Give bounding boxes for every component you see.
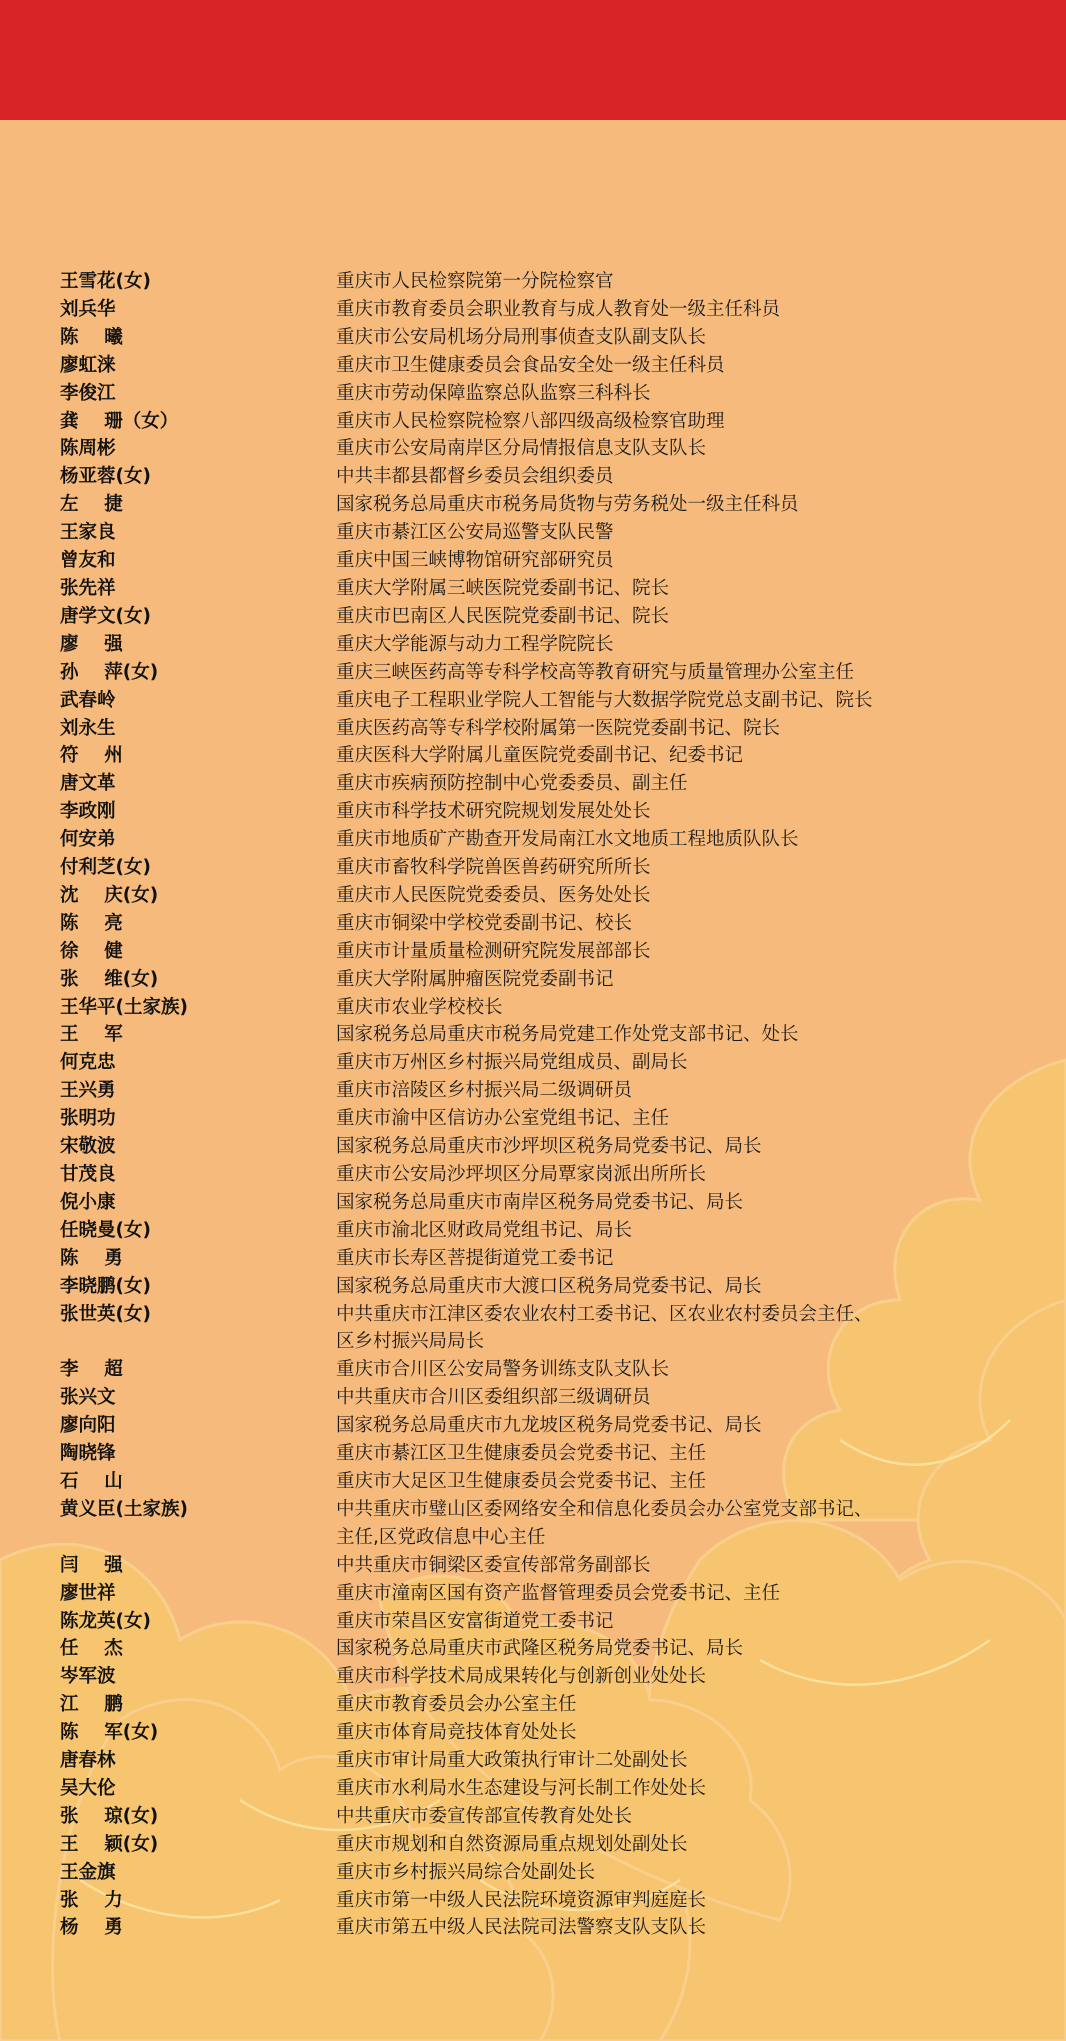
title-line: 重庆市公安局南岸区分局情报信息支队支队长 (336, 438, 707, 460)
person-title (336, 491, 1020, 519)
person-name: 陈周彬 (60, 438, 116, 460)
list-item (60, 1049, 1020, 1077)
title-line: 重庆市荣昌区安富街道党工委书记 (336, 1610, 614, 1632)
title-line: 重庆市第五中级人民法院司法警察支队支队长 (336, 1917, 707, 1939)
list-item (60, 1133, 1020, 1161)
person-title (336, 1161, 1020, 1189)
list-item (60, 1719, 1020, 1747)
person-name: 陈 勇 (60, 1247, 123, 1269)
title-line: 重庆市长寿区菩提街道党工委书记 (336, 1247, 614, 1269)
title-line: 国家税务总局重庆市沙坪坝区税务局党委书记、局长 (336, 1136, 762, 1158)
list-item (60, 1356, 1020, 1384)
title-line: 重庆医药高等专科学校附属第一医院党委副书记、院长 (336, 717, 781, 739)
person-name: 江 鹏 (60, 1694, 123, 1716)
title-line: 重庆市教育委员会办公室主任 (336, 1694, 577, 1716)
list-item (60, 1887, 1020, 1915)
person-name: 左 捷 (60, 494, 123, 516)
person-title (336, 1440, 1020, 1468)
list-item (60, 519, 1020, 547)
person-title (336, 463, 1020, 491)
title-line: 国家税务总局重庆市武隆区税务局党委书记、局长 (336, 1638, 744, 1660)
list-item (60, 575, 1020, 603)
person-name: 王兴勇 (60, 1080, 116, 1102)
title-line: 重庆市涪陵区乡村振兴局二级调研员 (336, 1080, 633, 1102)
person-title (336, 603, 1020, 631)
title-line: 重庆市公安局机场分局刑事侦查支队副支队长 (336, 326, 707, 348)
person-title (336, 882, 1020, 910)
title-line: 重庆三峡医药高等专科学校高等教育研究与质量管理办公室主任 (336, 661, 855, 683)
person-name: 廖世祥 (60, 1582, 116, 1604)
title-line: 重庆大学附属肿瘤医院党委副书记 (336, 968, 614, 990)
title-line: 中共丰都县都督乡委员会组织委员 (336, 466, 614, 488)
person-title (336, 1859, 1020, 1887)
list-item (60, 1217, 1020, 1245)
person-title (336, 1831, 1020, 1859)
person-name: 石 山 (60, 1470, 123, 1492)
person-name: 吴大伦 (60, 1777, 116, 1799)
person-name: 王雪花(女) (60, 271, 151, 292)
person-name: 何安弟 (60, 829, 116, 851)
list-item (60, 1747, 1020, 1775)
title-line: 重庆市规划和自然资源局重点规划处副处长 (336, 1833, 688, 1855)
title-line: 重庆市审计局重大政策执行审计二处副处长 (336, 1750, 688, 1772)
list-item (60, 296, 1020, 324)
person-title (336, 1301, 1020, 1357)
person-name: 曾友和 (60, 550, 116, 572)
person-title (336, 1105, 1020, 1133)
person-title (336, 1914, 1020, 1942)
list-item (60, 1021, 1020, 1049)
list-item (60, 324, 1020, 352)
list-item (60, 1608, 1020, 1636)
person-name: 孙 萍(女) (60, 661, 159, 683)
list-item (60, 687, 1020, 715)
title-line: 重庆市渝北区财政局党组书记、局长 (336, 1219, 633, 1241)
person-name: 张先祥 (60, 577, 116, 599)
person-title (336, 1049, 1020, 1077)
list-item (60, 603, 1020, 631)
person-title (336, 1635, 1020, 1663)
title-line: 国家税务总局重庆市大渡口区税务局党委书记、局长 (336, 1275, 762, 1297)
person-title (336, 1384, 1020, 1412)
person-name: 宋敬波 (60, 1136, 116, 1158)
person-name: 甘茂良 (60, 1164, 116, 1185)
honoree-list (60, 268, 1020, 1942)
title-line: 重庆市第一中级人民法院环境资源审判庭庭长 (336, 1889, 707, 1911)
person-title (336, 1273, 1020, 1301)
list-item (60, 268, 1020, 296)
person-title (336, 826, 1020, 854)
list-item (60, 1105, 1020, 1133)
title-line: 重庆大学能源与动力工程学院院长 (336, 633, 614, 655)
person-name: 陈龙英(女) (60, 1610, 151, 1632)
person-title (336, 1775, 1020, 1803)
list-item (60, 1161, 1020, 1189)
list-item (60, 826, 1020, 854)
person-title (336, 1719, 1020, 1747)
person-title (336, 966, 1020, 994)
person-name: 沈 庆(女) (60, 884, 159, 906)
person-title (336, 547, 1020, 575)
list-item (60, 1496, 1020, 1552)
person-name: 张 琼(女) (60, 1805, 159, 1827)
person-title (336, 1608, 1020, 1636)
person-title (336, 854, 1020, 882)
person-title (336, 1747, 1020, 1775)
title-line: 重庆市科学技术研究院规划发展处处长 (336, 801, 651, 823)
title-line: 重庆市潼南区国有资产监督管理委员会党委书记、主任 (336, 1582, 781, 1604)
person-name: 武春岭 (60, 689, 116, 711)
person-title (336, 1803, 1020, 1831)
list-item (60, 659, 1020, 687)
title-line: 重庆市綦江区卫生健康委员会党委书记、主任 (336, 1443, 707, 1465)
person-title (336, 798, 1020, 826)
list-item (60, 1803, 1020, 1831)
list-item (60, 882, 1020, 910)
person-title (336, 938, 1020, 966)
person-name: 陈 军(女) (60, 1722, 159, 1744)
title-line: 国家税务总局重庆市南岸区税务局党委书记、局长 (336, 1191, 744, 1213)
list-item (60, 435, 1020, 463)
person-title (336, 687, 1020, 715)
title-line: 重庆中国三峡博物馆研究部研究员 (336, 550, 614, 572)
title-line: 区乡村振兴局局长 (336, 1331, 485, 1353)
list-item (60, 1245, 1020, 1273)
person-name: 张明功 (60, 1108, 116, 1130)
person-name: 王华平(土家族) (60, 996, 188, 1018)
title-line: 重庆市卫生健康委员会食品安全处一级主任科员 (336, 354, 725, 376)
person-title (336, 1412, 1020, 1440)
person-name: 张 力 (60, 1889, 123, 1911)
list-item (60, 1663, 1020, 1691)
list-item (60, 938, 1020, 966)
person-name: 任 杰 (60, 1638, 123, 1660)
list-item (60, 1691, 1020, 1719)
title-line: 重庆市大足区卫生健康委员会党委书记、主任 (336, 1470, 707, 1492)
list-item (60, 463, 1020, 491)
person-name: 唐学文(女) (60, 605, 151, 627)
person-title (336, 1468, 1020, 1496)
list-item (60, 770, 1020, 798)
person-title (336, 631, 1020, 659)
title-line: 重庆市铜梁中学校党委副书记、校长 (336, 912, 633, 934)
title-line: 重庆市劳动保障监察总队监察三科科长 (336, 382, 651, 404)
list-item (60, 1580, 1020, 1608)
list-item (60, 547, 1020, 575)
title-line: 重庆市疾病预防控制中心党委委员、副主任 (336, 773, 688, 795)
list-item (60, 1859, 1020, 1887)
person-name: 陈 亮 (60, 912, 123, 934)
title-line: 重庆市公安局沙坪坝区分局覃家岗派出所所长 (336, 1164, 707, 1185)
person-title (336, 408, 1020, 436)
list-item (60, 1635, 1020, 1663)
person-name: 张世英(女) (60, 1303, 151, 1325)
title-line: 主任,区党政信息中心主任 (336, 1526, 546, 1548)
person-title (336, 352, 1020, 380)
list-item (60, 1301, 1020, 1357)
list-item (60, 408, 1020, 436)
person-name: 李政刚 (60, 801, 116, 823)
person-title (336, 268, 1020, 296)
person-title (336, 519, 1020, 547)
title-line: 重庆市人民医院党委委员、医务处处长 (336, 884, 651, 906)
list-item (60, 742, 1020, 770)
title-line: 重庆市计量质量检测研究院发展部部长 (336, 940, 651, 962)
person-name: 闫 强 (60, 1554, 123, 1576)
person-name: 廖 强 (60, 633, 123, 655)
title-line: 重庆市万州区乡村振兴局党组成员、副局长 (336, 1052, 688, 1074)
person-title (336, 1580, 1020, 1608)
person-title (336, 296, 1020, 324)
person-title (336, 715, 1020, 743)
title-line: 重庆市畜牧科学院兽医兽药研究所所长 (336, 857, 651, 879)
person-name: 付利芝(女) (60, 857, 151, 879)
person-title (336, 742, 1020, 770)
list-item (60, 910, 1020, 938)
person-name: 廖向阳 (60, 1415, 116, 1437)
person-name: 龚 珊（女） (60, 410, 179, 432)
list-item (60, 1468, 1020, 1496)
list-item (60, 1440, 1020, 1468)
list-item (60, 1189, 1020, 1217)
person-title (336, 659, 1020, 687)
title-line: 重庆市人民检察院第一分院检察官 (336, 271, 614, 292)
person-title (336, 575, 1020, 603)
person-title (336, 1021, 1020, 1049)
title-line: 重庆医科大学附属儿童医院党委副书记、纪委书记 (336, 745, 744, 767)
person-name: 刘兵华 (60, 298, 116, 320)
person-name: 李俊江 (60, 382, 116, 404)
person-name: 张 维(女) (60, 968, 159, 990)
person-name: 唐文革 (60, 773, 116, 795)
title-line: 国家税务总局重庆市税务局货物与劳务税处一级主任科员 (336, 494, 799, 516)
title-line: 重庆市科学技术局成果转化与创新创业处处长 (336, 1666, 707, 1688)
person-name: 杨亚蓉(女) (60, 466, 151, 488)
person-name: 陈 曦 (60, 326, 123, 348)
person-name: 杨 勇 (60, 1917, 123, 1939)
list-item (60, 1273, 1020, 1301)
person-name: 徐 健 (60, 940, 123, 962)
person-title (336, 324, 1020, 352)
title-line: 重庆市合川区公安局警务训练支队支队长 (336, 1359, 670, 1381)
list-item (60, 1831, 1020, 1859)
title-line: 中共重庆市合川区委组织部三级调研员 (336, 1387, 651, 1409)
title-line: 中共重庆市江津区委农业农村工委书记、区农业农村委员会主任、 (336, 1303, 873, 1325)
title-line: 重庆市教育委员会职业教育与成人教育处一级主任科员 (336, 298, 781, 320)
person-title (336, 1691, 1020, 1719)
list-item (60, 854, 1020, 882)
person-title (336, 1496, 1020, 1552)
person-name: 岑军波 (60, 1666, 116, 1688)
list-item (60, 1077, 1020, 1105)
person-title (336, 1663, 1020, 1691)
person-title (336, 1133, 1020, 1161)
title-line: 重庆市体育局竞技体育处处长 (336, 1722, 577, 1744)
title-line: 重庆市渝中区信访办公室党组书记、主任 (336, 1108, 670, 1130)
title-line: 中共重庆市铜梁区委宣传部常务副部长 (336, 1554, 651, 1576)
title-line: 国家税务总局重庆市税务局党建工作处党支部书记、处长 (336, 1024, 799, 1046)
person-title (336, 1217, 1020, 1245)
person-name: 何克忠 (60, 1052, 116, 1074)
title-line: 重庆市水利局水生态建设与河长制工作处处长 (336, 1777, 707, 1799)
title-line: 重庆市地质矿产勘查开发局南江水文地质工程地质队队长 (336, 829, 799, 851)
person-name: 陶晓锋 (60, 1443, 116, 1465)
title-line: 重庆市人民检察院检察八部四级高级检察官助理 (336, 410, 725, 432)
list-item (60, 352, 1020, 380)
person-name: 李 超 (60, 1359, 123, 1381)
title-line: 重庆市农业学校校长 (336, 996, 503, 1018)
person-title (336, 770, 1020, 798)
title-line: 中共重庆市委宣传部宣传教育处处长 (336, 1805, 633, 1827)
person-name: 李晓鹏(女) (60, 1275, 151, 1297)
title-line: 中共重庆市璧山区委网络安全和信息化委员会办公室党支部书记、 (336, 1498, 873, 1520)
list-item (60, 1412, 1020, 1440)
person-name: 符 州 (60, 745, 123, 767)
person-name: 刘永生 (60, 717, 116, 739)
person-title (336, 994, 1020, 1022)
list-item (60, 715, 1020, 743)
list-item (60, 1914, 1020, 1942)
title-line: 重庆电子工程职业学院人工智能与大数据学院党总支副书记、院长 (336, 689, 873, 711)
person-title (336, 1077, 1020, 1105)
person-name: 王 颖(女) (60, 1833, 159, 1855)
person-title (336, 1245, 1020, 1273)
person-name: 任晓曼(女) (60, 1219, 151, 1241)
person-name: 廖虹涞 (60, 354, 116, 376)
person-title (336, 380, 1020, 408)
title-line: 重庆市綦江区公安局巡警支队民警 (336, 522, 614, 544)
person-name: 王 军 (60, 1024, 123, 1046)
list-item (60, 994, 1020, 1022)
title-line: 国家税务总局重庆市九龙坡区税务局党委书记、局长 (336, 1415, 762, 1437)
person-name: 王家良 (60, 522, 116, 544)
list-item (60, 491, 1020, 519)
list-item (60, 380, 1020, 408)
list-item (60, 1384, 1020, 1412)
title-line: 重庆大学附属三峡医院党委副书记、院长 (336, 577, 670, 599)
person-name: 张兴文 (60, 1387, 116, 1409)
list-item (60, 798, 1020, 826)
list-item (60, 1552, 1020, 1580)
person-title (336, 1356, 1020, 1384)
person-name: 黄义臣(土家族) (60, 1498, 188, 1520)
person-name: 王金旗 (60, 1861, 116, 1883)
list-item (60, 631, 1020, 659)
person-title (336, 1552, 1020, 1580)
person-title (336, 1189, 1020, 1217)
list-item (60, 1775, 1020, 1803)
title-line: 重庆市巴南区人民医院党委副书记、院长 (336, 605, 670, 627)
person-title (336, 435, 1020, 463)
person-title (336, 910, 1020, 938)
list-item (60, 966, 1020, 994)
person-name: 倪小康 (60, 1191, 116, 1213)
person-name: 唐春林 (60, 1750, 116, 1772)
person-title (336, 1887, 1020, 1915)
title-line: 重庆市乡村振兴局综合处副处长 (336, 1861, 596, 1883)
